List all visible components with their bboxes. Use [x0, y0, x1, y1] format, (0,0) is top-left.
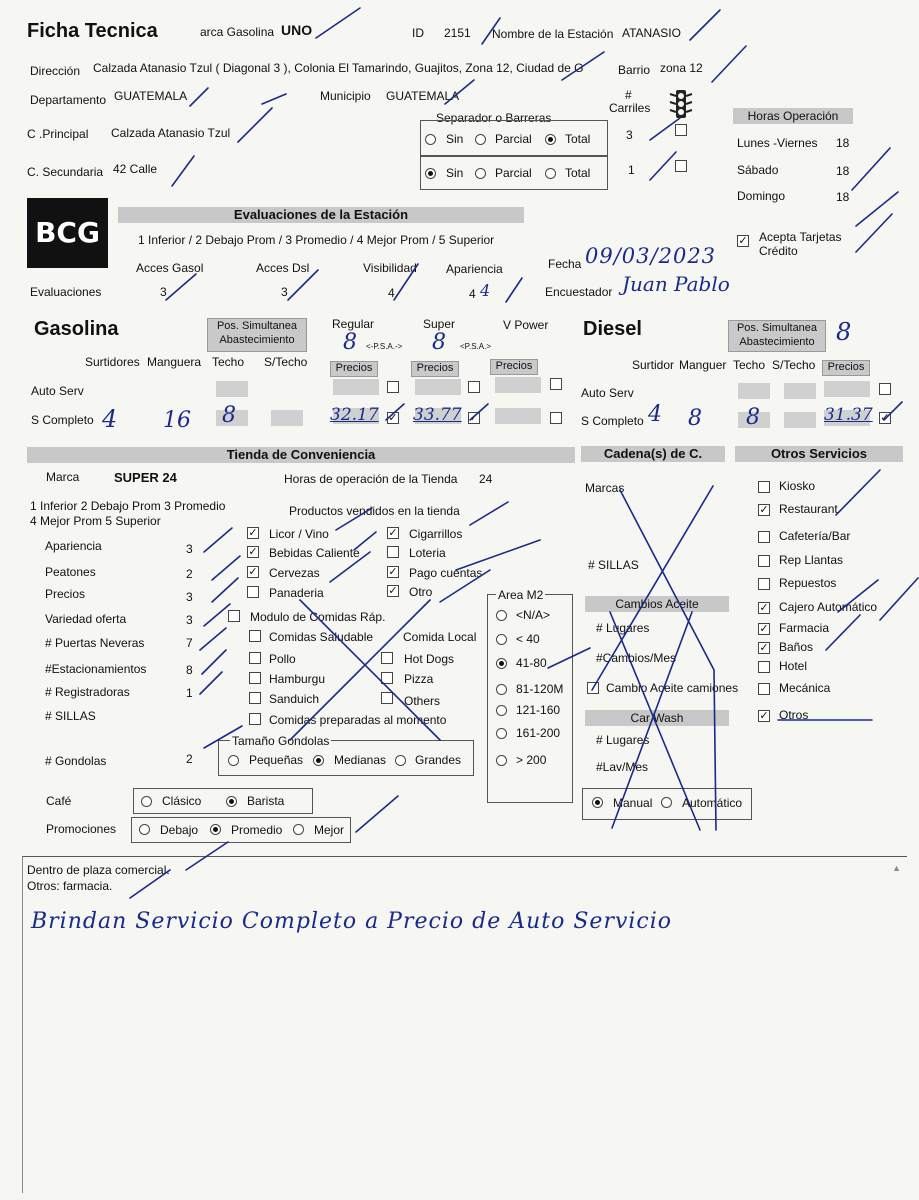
hamburgu-checkbox[interactable]	[249, 672, 261, 684]
marca-value[interactable]: UNO	[281, 22, 313, 38]
cambios-lugares-label: # Lugares	[596, 621, 650, 635]
horas-sab-value[interactable]: 18	[836, 164, 850, 178]
horas-lv-label: Lunes -Viernes	[737, 136, 818, 150]
modulo-label: Modulo de Comidas Ráp.	[250, 610, 386, 624]
visibilidad-label: Visibilidad	[363, 261, 417, 275]
camiones-label: Cambio Aceite camiones	[606, 681, 739, 695]
cervezas-label: Cervezas	[269, 566, 320, 580]
notes-line1: Dentro de plaza comercial.	[27, 863, 170, 877]
licor-checkbox[interactable]: ✓	[248, 527, 258, 539]
carwash-auto-radio[interactable]	[661, 797, 672, 808]
estacion-value[interactable]: ATANASIO	[622, 26, 681, 40]
barrio-label: Barrio	[618, 63, 651, 77]
regular-psa-value[interactable]: 8	[343, 330, 357, 355]
municipio-label: Municipio	[320, 89, 371, 103]
cambios-title: Cambios Aceite	[585, 596, 729, 612]
direccion-label: Dirección	[30, 64, 81, 78]
productos-label: Productos vendidos en la tienda	[289, 504, 460, 518]
diesel-sc-techo[interactable]: 8	[746, 405, 760, 430]
rating-precios-value[interactable]: 3	[186, 590, 193, 604]
otros-9-checkbox[interactable]	[758, 683, 770, 695]
comidas-preparadas-label: Comidas preparadas al momento	[269, 713, 447, 727]
area-lt40-label: < 40	[516, 632, 540, 646]
sc-techo-value[interactable]: 8	[222, 403, 236, 428]
vpower-precios: Precios	[490, 359, 538, 375]
as-super-input[interactable]	[415, 379, 461, 395]
hotdogs-label: Hot Dogs	[404, 652, 455, 666]
evaluaciones-scale: 1 Inferior / 2 Debajo Prom / 3 Promedio / 4 Mejor Prom / 5 Superior	[138, 233, 495, 247]
tamano-title: Tamaño Gondolas	[232, 734, 330, 748]
tamano-grandes-radio[interactable]	[395, 755, 406, 766]
notes-line2: Otros: farmacia.	[27, 879, 113, 893]
super-precios: Precios	[411, 361, 459, 377]
area-lt40-radio[interactable]	[496, 634, 507, 645]
promo-debajo-label: Debajo	[160, 823, 199, 837]
cervezas-checkbox[interactable]: ✓	[248, 566, 258, 578]
rating-apariencia-value[interactable]: 3	[186, 542, 193, 556]
separador1-parcial-radio[interactable]	[475, 134, 486, 145]
area-gt200-label: > 200	[516, 753, 547, 767]
pago-cuentas-checkbox[interactable]: ✓	[388, 566, 398, 578]
otro-label: Otro	[409, 585, 433, 599]
rating-estacionamientos-value[interactable]: 8	[186, 663, 193, 677]
rating-peatones-value[interactable]: 2	[186, 567, 193, 581]
as-regular-checkbox[interactable]	[387, 381, 399, 393]
otros-8-checkbox[interactable]	[758, 661, 770, 673]
cprincipal-value[interactable]: Calzada Atanasio Tzul	[111, 126, 231, 140]
estacion-label: Nombre de la Estación	[492, 27, 614, 41]
tienda-scale2: 4 Mejor Prom 5 Superior	[30, 514, 161, 528]
tamano-pequenas-label: Pequeñas	[249, 753, 304, 767]
tarjetas-checkbox[interactable]: ✓	[738, 235, 748, 247]
carwash-manual-radio[interactable]	[592, 797, 603, 808]
sanduich-label: Sanduich	[269, 692, 320, 706]
sc-super-value[interactable]: 33.77	[413, 405, 462, 425]
separador2-total-label: Total	[565, 166, 591, 180]
hamburgu-label: Hamburgu	[269, 672, 326, 686]
diesel-sc-surtidor[interactable]: 4	[648, 402, 662, 427]
csecundaria-label: C. Secundaria	[27, 165, 104, 179]
cafe-barista-label: Barista	[247, 794, 285, 808]
area-gt200-radio[interactable]	[496, 755, 507, 766]
otros-10-label: Otros	[779, 708, 809, 722]
licor-label: Licor / Vino	[269, 527, 329, 541]
as-regular-input[interactable]	[333, 379, 379, 395]
super-psa-value[interactable]: 8	[432, 330, 446, 355]
notes-box[interactable]	[22, 856, 907, 1193]
tamano-grandes-label: Grandes	[415, 753, 462, 767]
gondolas-value[interactable]: 2	[186, 752, 193, 766]
loteria-checkbox[interactable]	[387, 546, 399, 558]
sc-regular-checkbox[interactable]: ✓	[388, 412, 398, 424]
diesel-pos-value[interactable]: 8	[836, 318, 852, 346]
fecha-value[interactable]: 09/03/2023	[585, 244, 717, 268]
otros-7-checkbox[interactable]: ✓	[759, 642, 769, 654]
separador1-total-label: Total	[565, 132, 591, 146]
apariencia-label: Apariencia	[446, 262, 503, 276]
pollo-label: Pollo	[269, 652, 296, 666]
diesel-as-stecho-input[interactable]	[784, 383, 816, 399]
rating-puertas-value[interactable]: 7	[186, 636, 193, 650]
others-checkbox[interactable]	[381, 692, 393, 704]
separador2-total-radio[interactable]	[545, 168, 556, 179]
id-value[interactable]: 2151	[444, 26, 471, 40]
promo-promedio-label: Promedio	[231, 823, 283, 837]
diesel-title: Diesel	[583, 318, 642, 340]
cafe-barista-radio[interactable]	[226, 796, 237, 807]
acces-gasol-value[interactable]: 3	[160, 285, 167, 299]
rating-variedad-label: Variedad oferta	[45, 612, 127, 626]
as-super-checkbox[interactable]	[468, 381, 480, 393]
sc-vpower-input[interactable]	[495, 408, 541, 424]
area-41-80-label: 41-80	[516, 656, 547, 670]
carwash-title: Car Wash	[585, 710, 729, 726]
sc-vpower-checkbox[interactable]	[550, 412, 562, 424]
tienda-marca-label: Marca	[46, 470, 80, 484]
otros-title: Otros Servicios	[735, 446, 903, 462]
carwash-lugares-label: # Lugares	[596, 733, 650, 747]
separador-title: Separador o Barreras	[436, 111, 552, 125]
horas-dom-value[interactable]: 18	[836, 190, 850, 204]
promo-promedio-radio[interactable]	[210, 824, 221, 835]
cafe-label: Café	[46, 794, 72, 808]
cigarrillos-checkbox[interactable]: ✓	[388, 527, 398, 539]
evaluaciones-title: Evaluaciones de la Estación	[118, 207, 524, 223]
otros-7-label: Baños	[779, 640, 814, 654]
horas-title: Horas Operación	[733, 108, 853, 124]
tamano-pequenas-radio[interactable]	[228, 755, 239, 766]
hotdogs-checkbox[interactable]	[381, 652, 393, 664]
apariencia-value[interactable]: 4	[469, 287, 476, 301]
otros-2-checkbox[interactable]	[758, 531, 770, 543]
notes-handwritten: Brindan Servicio Completo a Precio de Auto Servicio	[31, 909, 673, 934]
promo-mejor-radio[interactable]	[293, 824, 304, 835]
gasolina-scompleto-label: S Completo	[31, 413, 94, 427]
otros-0-label: Kiosko	[779, 479, 816, 493]
horas-dom-label: Domingo	[737, 189, 786, 203]
tamano-medianas-label: Medianas	[334, 753, 387, 767]
rating-apariencia-label: Apariencia	[45, 539, 102, 553]
sc-regular-value[interactable]: 32.17	[330, 405, 379, 425]
fecha-label: Fecha	[548, 257, 582, 271]
separador1-sin-label: Sin	[446, 132, 464, 146]
carwash-lav-label: #Lav/Mes	[596, 760, 649, 774]
otros-6-label: Farmacia	[779, 621, 830, 635]
carwash-auto-label: Automático	[682, 796, 743, 810]
tienda-scale1: 1 Inferior 2 Debajo Prom 3 Promedio	[30, 499, 226, 513]
comidas-saludable-checkbox[interactable]	[249, 630, 261, 642]
gasolina-autoserv-label: Auto Serv	[31, 384, 84, 398]
tienda-title: Tienda de Conveniencia	[27, 447, 575, 463]
rating-precios-label: Precios	[45, 587, 86, 601]
comidas-saludable-label: Comidas Saludable	[269, 630, 374, 644]
modulo-checkbox[interactable]	[228, 610, 240, 622]
separador1-sin-radio[interactable]	[425, 134, 436, 145]
diesel-surtidor-header: Surtidor	[632, 358, 675, 372]
otros-6-checkbox[interactable]: ✓	[759, 623, 769, 635]
diesel-stecho-header: S/Techo	[772, 358, 816, 372]
tienda-horas-value[interactable]: 24	[479, 472, 493, 486]
area-161-200-label: 161-200	[516, 726, 561, 740]
sanduich-checkbox[interactable]	[249, 692, 261, 704]
gasolina-manguera-header: Manguera	[147, 355, 202, 369]
regular-precios: Precios	[330, 361, 378, 377]
rating-registradoras-value[interactable]: 1	[186, 686, 193, 700]
otros-3-label: Rep Llantas	[779, 553, 844, 567]
diesel-as-checkbox[interactable]	[879, 383, 891, 395]
diesel-as-precio-input[interactable]	[824, 381, 870, 397]
diesel-sc-checkbox[interactable]: ✓	[880, 412, 890, 424]
separador1-total-radio[interactable]	[545, 134, 556, 145]
diesel-scompleto-label: S Completo	[581, 414, 644, 428]
otros-9-label: Mecánica	[779, 681, 831, 695]
area-121-160-label: 121-160	[516, 703, 561, 717]
comida-local-label: Comida Local	[403, 630, 477, 644]
rating-estacionamientos-label: #Estacionamientos	[45, 662, 147, 676]
otros-2-label: Cafetería/Bar	[779, 529, 851, 543]
cafe-clasico-label: Clásico	[162, 794, 202, 808]
diesel-techo-header: Techo	[733, 358, 766, 372]
horas-sab-label: Sábado	[737, 163, 779, 177]
area-na-radio[interactable]	[496, 610, 507, 621]
rating-puertas-label: # Puertas Neveras	[45, 636, 145, 650]
diesel-sc-stecho-input[interactable]	[784, 412, 816, 428]
traffic-light-icon	[668, 88, 694, 122]
area-41-80-radio[interactable]	[496, 658, 507, 669]
carriles-row1[interactable]: 3	[626, 128, 633, 142]
as-techo-input[interactable]	[216, 381, 248, 397]
gasolina-surtidores-header: Surtidores	[85, 355, 140, 369]
gasolina-stecho-header: S/Techo	[264, 355, 308, 369]
sc-manguera-value[interactable]: 16	[163, 408, 191, 433]
diesel-precios: Precios	[822, 360, 870, 376]
carriles-row2[interactable]: 1	[628, 163, 635, 177]
cafe-clasico-radio[interactable]	[141, 796, 152, 807]
acces-dsl-value[interactable]: 3	[281, 285, 288, 299]
scroll-up-icon[interactable]: ▲	[892, 863, 901, 873]
camiones-checkbox[interactable]	[587, 682, 599, 694]
separador2-sin-label: Sin	[446, 166, 464, 180]
diesel-manguer-header: Manguer	[679, 358, 727, 372]
pollo-checkbox[interactable]	[249, 652, 261, 664]
csecundaria-value[interactable]: 42 Calle	[113, 162, 158, 176]
gondolas-label: # Gondolas	[45, 754, 107, 768]
id-label: ID	[412, 26, 424, 40]
promo-label: Promociones	[46, 822, 117, 836]
diesel-as-techo-input[interactable]	[738, 383, 770, 399]
panaderia-label: Panaderia	[269, 586, 324, 600]
acces-gasol-label: Acces Gasol	[136, 261, 204, 275]
gasolina-regular-label: Regular	[332, 317, 375, 331]
area-121-160-radio[interactable]	[496, 705, 507, 716]
otros-3-checkbox[interactable]	[758, 555, 770, 567]
otros-8-label: Hotel	[779, 659, 808, 673]
cafe-box	[133, 788, 313, 814]
cprincipal-label: C .Principal	[27, 127, 89, 141]
otros-1-label: Restaurant	[779, 502, 838, 516]
rating-peatones-label: Peatones	[45, 565, 96, 579]
as-vpower-input[interactable]	[495, 377, 541, 393]
separador2-sin-radio[interactable]	[425, 168, 436, 179]
separador1-parcial-label: Parcial	[495, 132, 532, 146]
promo-debajo-radio[interactable]	[139, 824, 150, 835]
carriles2-checkbox[interactable]	[675, 160, 687, 172]
diesel-sc-precio[interactable]: 31.37	[824, 405, 873, 425]
apariencia-handwritten: 4	[480, 281, 491, 300]
visibilidad-value[interactable]: 4	[388, 286, 395, 300]
marca-label: arca Gasolina	[200, 25, 275, 39]
otros-0-checkbox[interactable]	[758, 481, 770, 493]
otros-5-checkbox[interactable]: ✓	[759, 602, 769, 614]
cambios-mes-label: #Cambios/Mes	[596, 651, 677, 665]
carwash-manual-label: Manual	[613, 796, 653, 810]
panaderia-checkbox[interactable]	[247, 586, 259, 598]
diesel-sc-manguera[interactable]: 8	[688, 406, 702, 431]
pago-cuentas-label: Pago cuentas	[409, 566, 483, 580]
regular-psa-label: <-P.S.A.->	[366, 342, 403, 351]
form-title: Ficha Tecnica	[27, 20, 158, 42]
area-na-label: <N/A>	[516, 608, 551, 622]
horas-lv-value[interactable]: 18	[836, 136, 850, 150]
otros-4-label: Repuestos	[779, 576, 837, 590]
rating-sillas-label: # SILLAS	[45, 709, 96, 723]
rating-variedad-value[interactable]: 3	[186, 613, 193, 627]
cadena-marcas-label: Marcas	[585, 481, 625, 495]
direccion-value[interactable]: Calzada Atanasio Tzul ( Diagonal 3 ), Colonia El Tamarindo, Guajitos, Zona 12, Ciudad de G	[93, 61, 584, 75]
gasolina-super-label: Super	[423, 317, 456, 331]
loteria-label: Loteria	[409, 546, 446, 560]
others-label: Others	[404, 694, 441, 708]
sc-surtidores-value[interactable]: 4	[102, 405, 118, 433]
departamento-value[interactable]: GUATEMALA	[114, 89, 188, 103]
pizza-checkbox[interactable]	[381, 672, 393, 684]
as-vpower-checkbox[interactable]	[550, 378, 562, 390]
cadena-sillas-label: # SILLAS	[588, 558, 639, 572]
otros-1-checkbox[interactable]: ✓	[759, 504, 769, 516]
separador2-parcial-label: Parcial	[495, 166, 532, 180]
separador2-parcial-radio[interactable]	[475, 168, 486, 179]
area-81-120-radio[interactable]	[496, 684, 507, 695]
otros-5-label: Cajero Automático	[779, 600, 878, 614]
area-title: Area M2	[498, 588, 544, 602]
encuestador-label: Encuestador	[545, 285, 613, 299]
cigarrillos-label: Cigarrillos	[409, 527, 463, 541]
barrio-value[interactable]: zona 12	[660, 61, 703, 75]
acces-dsl-label: Acces Dsl	[256, 261, 310, 275]
area-161-200-radio[interactable]	[496, 728, 507, 739]
otro-checkbox[interactable]: ✓	[388, 585, 398, 597]
gasolina-title: Gasolina	[34, 318, 119, 340]
encuestador-value[interactable]: Juan Pablo	[622, 272, 730, 296]
tienda-marca-value[interactable]: SUPER 24	[114, 470, 177, 485]
pizza-label: Pizza	[404, 672, 434, 686]
departamento-label: Departamento	[30, 93, 107, 107]
carriles-label: Carriles	[609, 101, 651, 115]
comidas-preparadas-checkbox[interactable]	[249, 713, 261, 725]
carriles-hash: #	[625, 88, 632, 102]
otros-4-checkbox[interactable]	[758, 578, 770, 590]
otros-10-checkbox[interactable]: ✓	[759, 710, 769, 722]
carriles1-checkbox[interactable]	[675, 124, 687, 136]
cadena-title: Cadena(s) de C.	[581, 446, 725, 462]
diesel-autoserv-label: Auto Serv	[581, 386, 634, 400]
area-81-120-label: 81-120M	[516, 682, 564, 696]
diesel-pos-label: Pos. Simultanea Abastecimiento	[728, 320, 826, 352]
bebidas-checkbox[interactable]: ✓	[248, 546, 258, 558]
gasolina-techo-header: Techo	[212, 355, 245, 369]
sc-super-checkbox[interactable]: ✓	[469, 412, 479, 424]
sc-stecho-input[interactable]	[271, 410, 303, 426]
rating-registradoras-label: # Registradoras	[45, 685, 130, 699]
bebidas-label: Bebidas Caliente	[269, 546, 360, 560]
gasolina-pos-label: Pos. Simultanea Abastecimiento	[207, 318, 307, 352]
evaluaciones-row-label: Evaluaciones	[30, 285, 102, 299]
tarjetas-label: Acepta Tarjetas Crédito	[759, 230, 842, 258]
tienda-horas-label: Horas de operación de la Tienda	[284, 472, 458, 486]
gasolina-vpower-label: V Power	[503, 318, 549, 332]
promo-mejor-label: Mejor	[314, 823, 345, 837]
area-box	[487, 594, 573, 803]
super-psa-label: <P.S.A.>	[460, 342, 491, 351]
municipio-value[interactable]: GUATEMALA	[386, 89, 460, 103]
bcg-logo: BCG	[27, 198, 108, 268]
tamano-medianas-radio[interactable]	[313, 755, 324, 766]
